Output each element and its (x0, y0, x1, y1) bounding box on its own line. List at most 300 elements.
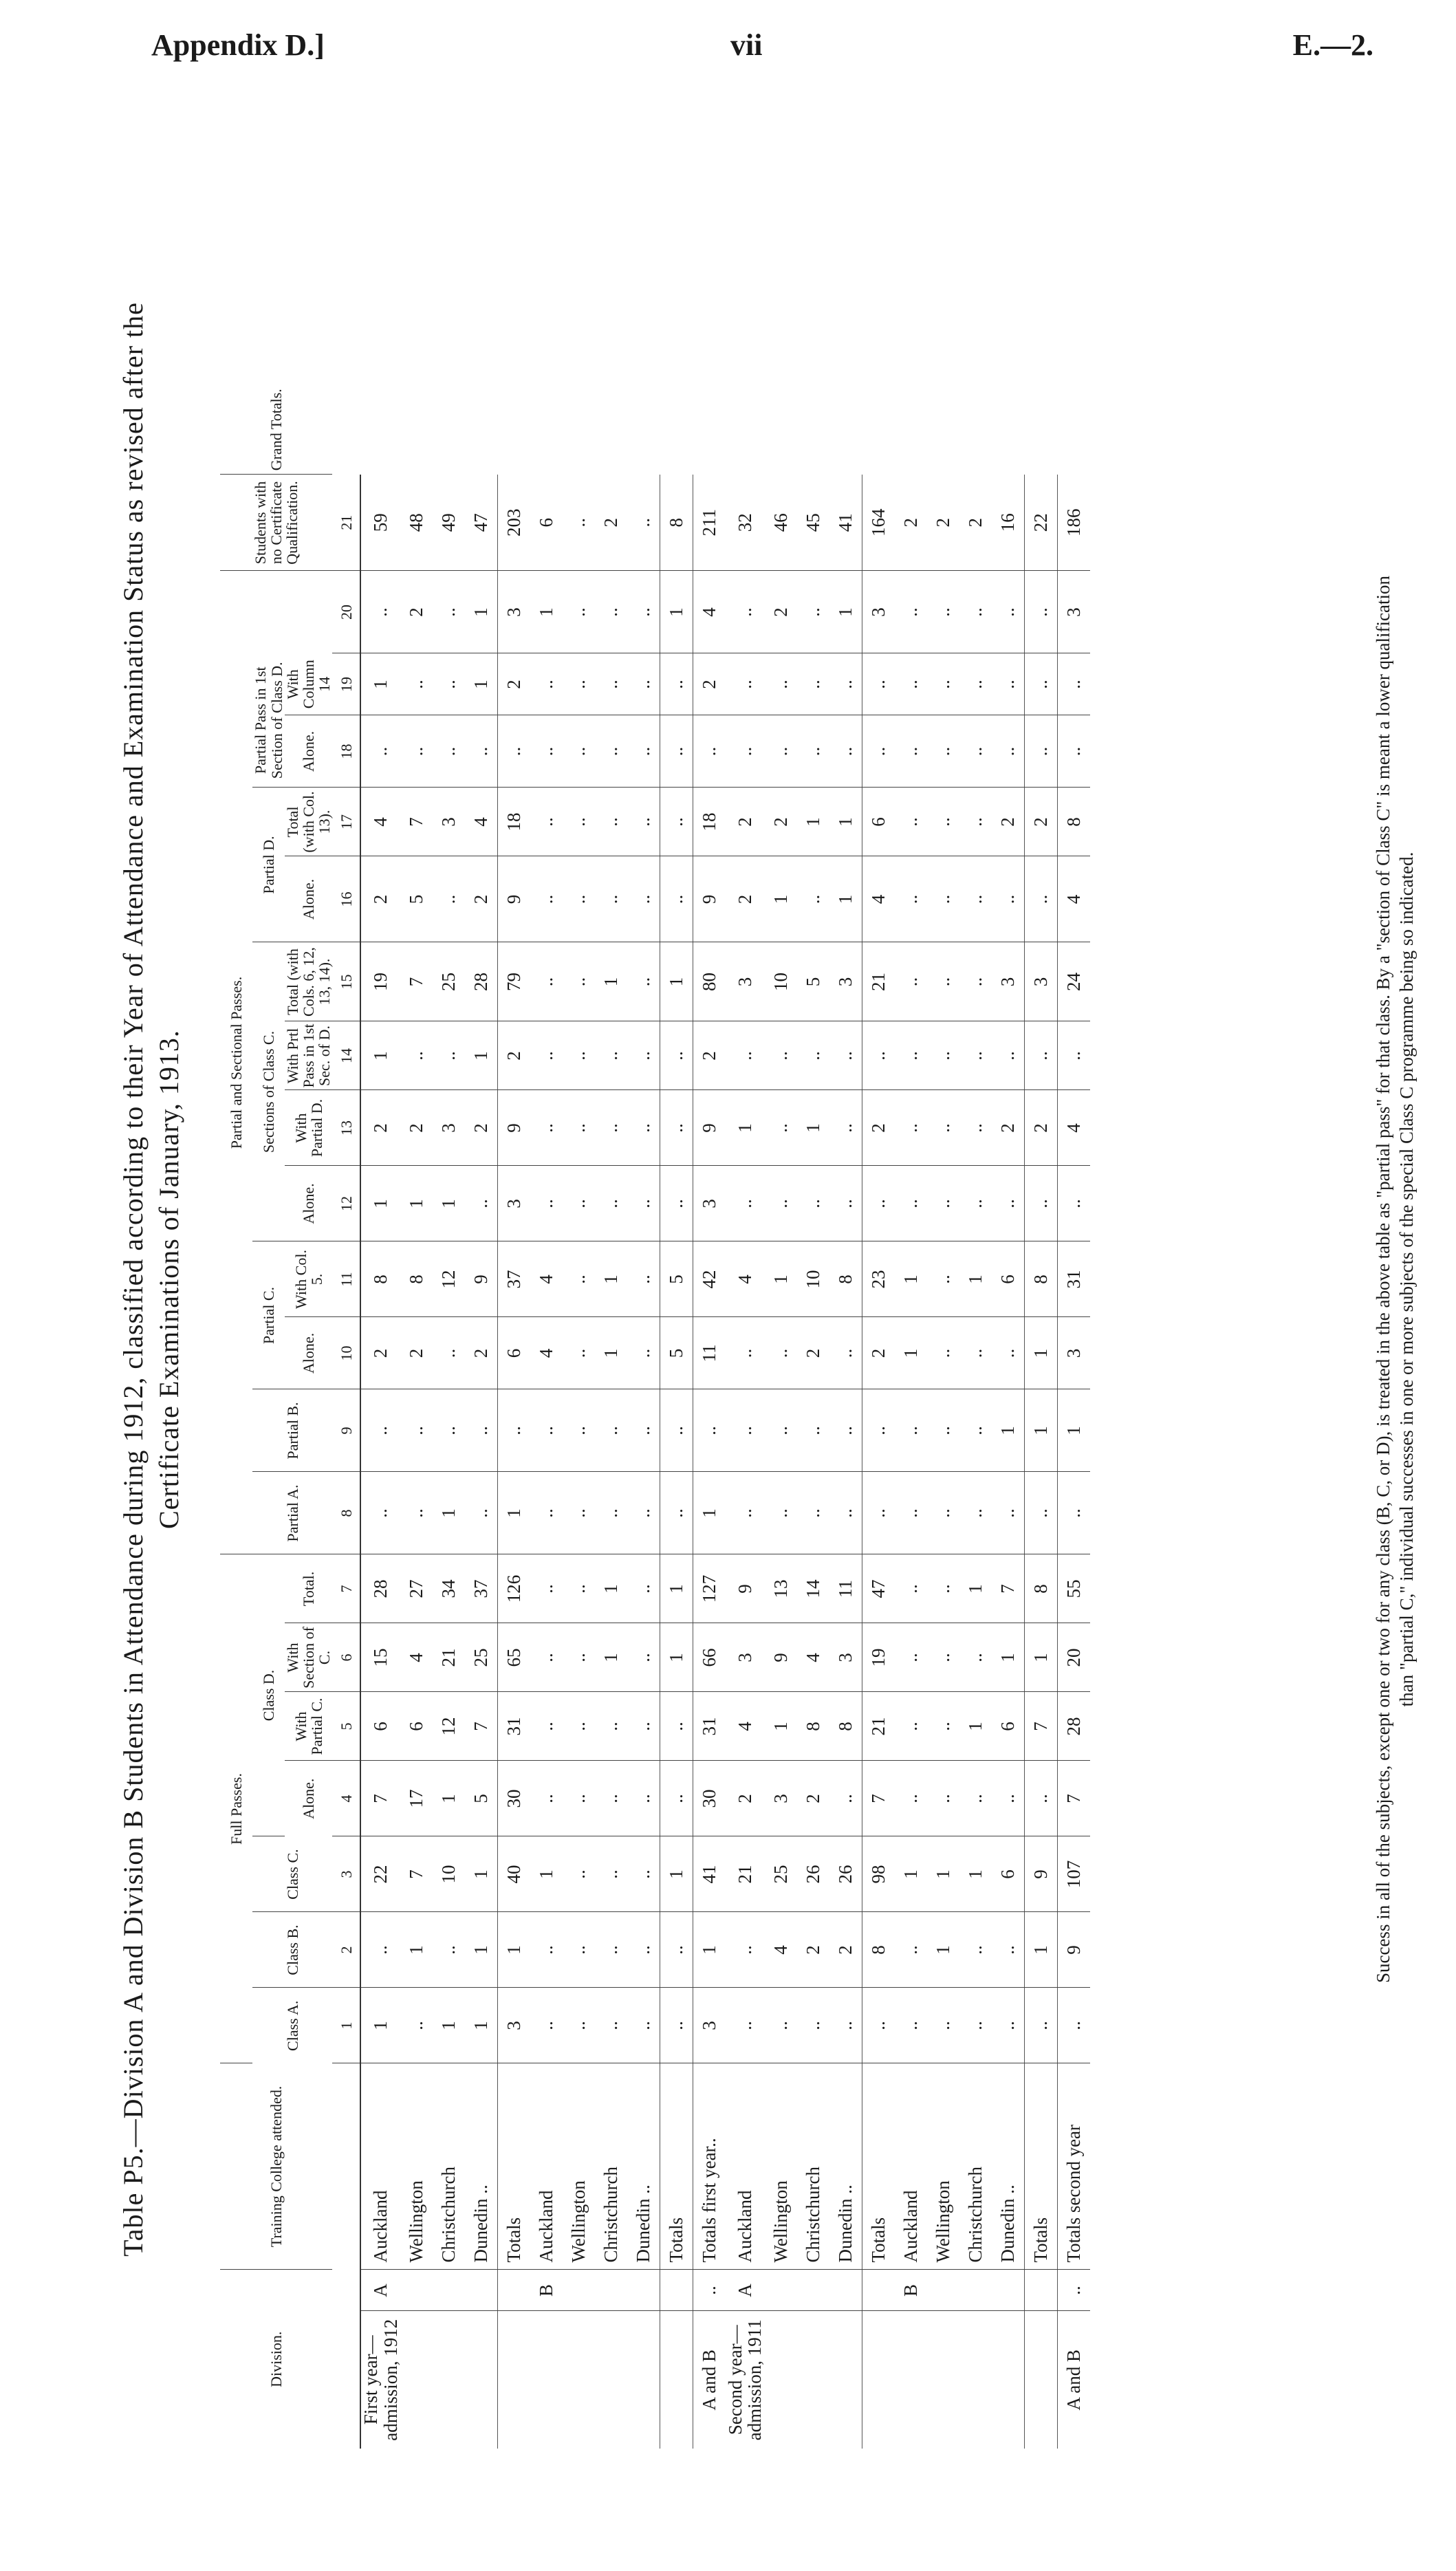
value-cell: 5 (660, 1241, 693, 1317)
grand-totals-header: Grand Totals. (220, 385, 332, 475)
college-cell: Christchurch (959, 2063, 992, 2270)
value-cell: .. (1024, 856, 1057, 942)
d-alone-header: Alone. (300, 1778, 318, 1819)
value-cell: .. (400, 1021, 433, 1090)
value-cell: 1 (360, 1021, 400, 1090)
value-cell: 2 (726, 1761, 765, 1836)
value-cell: 25 (433, 942, 465, 1021)
value-cell: 1 (497, 1912, 530, 1988)
table-row (927, 385, 959, 2449)
value-cell: 79 (497, 942, 530, 1021)
value-cell: 1 (1024, 1623, 1057, 1692)
value-cell: 4 (360, 788, 400, 856)
value-cell: 9 (726, 1554, 765, 1623)
college-cell: Dunedin .. (992, 2063, 1025, 2270)
value-cell: .. (927, 1241, 959, 1317)
totals-row (1057, 385, 1090, 2449)
footnote-line-2: than "partial C," individual successes in one or more subjects of the special Class C programme being so indicated. (1395, 851, 1417, 1707)
value-cell: 1 (595, 1623, 627, 1692)
value-cell: .. (400, 653, 433, 715)
value-cell: .. (400, 715, 433, 788)
value-cell: 46 (765, 475, 797, 571)
value-cell: 66 (693, 1623, 726, 1692)
value-cell: .. (465, 1472, 498, 1554)
value-cell: .. (465, 715, 498, 788)
value-cell: 3 (862, 571, 895, 653)
value-cell: 126 (497, 1554, 530, 1623)
value-cell: .. (660, 1090, 693, 1166)
value-cell: 3 (497, 1988, 530, 2063)
value-cell: .. (992, 1166, 1025, 1241)
value-cell: .. (563, 1090, 595, 1166)
column-number: 13 (332, 1090, 360, 1166)
value-cell: 2 (765, 571, 797, 653)
value-cell: .. (927, 1692, 959, 1761)
value-cell: 4 (726, 1692, 765, 1761)
partial-a-header: Partial A. (252, 1472, 332, 1554)
value-cell: .. (765, 1166, 797, 1241)
value-cell: .. (627, 1912, 660, 1988)
division-cell (927, 2311, 959, 2449)
value-cell: .. (433, 1912, 465, 1988)
value-cell: 7 (1024, 1692, 1057, 1761)
value-cell: 5 (400, 856, 433, 942)
value-cell: .. (660, 1389, 693, 1472)
value-cell: 28 (1057, 1692, 1090, 1761)
value-cell: 1 (1057, 1389, 1090, 1472)
value-cell: .. (627, 788, 660, 856)
value-cell: 3 (693, 1166, 726, 1241)
value-cell: 2 (829, 1912, 862, 1988)
value-cell: 1 (465, 1836, 498, 1912)
value-cell: .. (693, 1389, 726, 1472)
value-cell: 1 (465, 1912, 498, 1988)
value-cell: .. (563, 571, 595, 653)
value-cell: 1 (360, 1988, 400, 2063)
value-cell: 6 (400, 1692, 433, 1761)
value-cell: .. (927, 1021, 959, 1090)
table-row (433, 385, 465, 2449)
value-cell: 1 (530, 1836, 563, 1912)
value-cell: .. (959, 1472, 992, 1554)
value-cell: .. (360, 715, 400, 788)
value-cell: .. (595, 1912, 627, 1988)
value-cell: .. (765, 1317, 797, 1389)
college-cell: Christchurch (433, 2063, 465, 2270)
value-cell: 1 (959, 1836, 992, 1912)
value-cell: .. (530, 1988, 563, 2063)
column-number: 21 (332, 475, 360, 571)
value-cell: .. (797, 571, 829, 653)
value-cell: 9 (693, 856, 726, 942)
value-cell: 2 (959, 475, 992, 571)
value-cell: .. (400, 1472, 433, 1554)
value-cell: .. (433, 571, 465, 653)
value-cell: 2 (400, 1317, 433, 1389)
value-cell: 1 (497, 1472, 530, 1554)
value-cell: 3 (1057, 1317, 1090, 1389)
subdivision-cell (1024, 2270, 1057, 2311)
sc-total-header: Total (with Cols. 6, 12, 13, 14). (285, 942, 332, 1021)
value-cell: .. (563, 1988, 595, 2063)
document-code: E.—2. (1292, 28, 1373, 62)
column-number: 9 (332, 1389, 360, 1472)
value-cell: 2 (765, 788, 797, 856)
value-cell: 3 (992, 942, 1025, 1021)
column-number: 8 (332, 1472, 360, 1554)
college-cell: Auckland (726, 2063, 765, 2270)
value-cell: .. (530, 1623, 563, 1692)
table-row (465, 385, 498, 2449)
value-cell: .. (627, 1988, 660, 2063)
value-cell: 25 (465, 1623, 498, 1692)
value-cell: .. (726, 653, 765, 715)
pp1-header: Partial Pass in 1st Section of Class D. (252, 653, 285, 788)
value-cell: .. (595, 1021, 627, 1090)
value-cell: .. (530, 715, 563, 788)
value-cell: .. (765, 653, 797, 715)
value-cell: 7 (862, 1761, 895, 1836)
subdivision-cell (465, 2270, 498, 2311)
value-cell: .. (829, 1317, 862, 1389)
value-cell: .. (765, 1988, 797, 2063)
value-cell: .. (829, 1021, 862, 1090)
value-cell: 2 (693, 1021, 726, 1090)
value-cell: .. (530, 653, 563, 715)
value-cell: .. (627, 1554, 660, 1623)
college-cell: Totals (862, 2063, 895, 2270)
division-cell (465, 2311, 498, 2449)
value-cell: 2 (595, 475, 627, 571)
value-cell: .. (627, 1241, 660, 1317)
value-cell: .. (595, 715, 627, 788)
value-cell: 2 (726, 856, 765, 942)
value-cell: .. (829, 1988, 862, 2063)
value-cell: .. (927, 1623, 959, 1692)
value-cell: 2 (927, 475, 959, 571)
value-cell: 4 (1057, 1090, 1090, 1166)
value-cell: 27 (400, 1554, 433, 1623)
value-cell: .. (895, 1623, 927, 1692)
value-cell: 1 (959, 1692, 992, 1761)
division-cell (497, 2311, 530, 2449)
value-cell: 8 (1024, 1554, 1057, 1623)
value-cell: 1 (1024, 1912, 1057, 1988)
value-cell: .. (627, 1623, 660, 1692)
value-cell: .. (660, 1988, 693, 2063)
value-cell: .. (1057, 1472, 1090, 1554)
value-cell: .. (992, 1988, 1025, 2063)
column-number: 19 (332, 653, 360, 715)
value-cell: .. (992, 1317, 1025, 1389)
value-cell: .. (595, 1389, 627, 1472)
totals-row (1024, 385, 1057, 2449)
value-cell: 40 (497, 1836, 530, 1912)
college-cell: Totals (497, 2063, 530, 2270)
value-cell: 1 (927, 1836, 959, 1912)
value-cell: 2 (693, 653, 726, 715)
value-cell: .. (497, 1389, 530, 1472)
college-cell: Totals second year (1057, 2063, 1090, 2270)
column-number: 15 (332, 942, 360, 1021)
value-cell: 1 (433, 1166, 465, 1241)
value-cell: .. (563, 1912, 595, 1988)
value-cell: .. (563, 1836, 595, 1912)
subdivision-cell: B (895, 2270, 927, 2311)
value-cell: .. (465, 1166, 498, 1241)
value-cell: 1 (595, 1554, 627, 1623)
table-row (563, 385, 595, 2449)
value-cell: 26 (829, 1836, 862, 1912)
value-cell: .. (895, 653, 927, 715)
value-cell: 1 (660, 1554, 693, 1623)
value-cell: 2 (1024, 1090, 1057, 1166)
college-cell: Auckland (530, 2063, 563, 2270)
value-cell: 26 (797, 1836, 829, 1912)
value-cell: 15 (360, 1623, 400, 1692)
value-cell: 12 (433, 1692, 465, 1761)
value-cell: 3 (1024, 942, 1057, 1021)
value-cell: 2 (497, 1021, 530, 1090)
value-cell: 37 (465, 1554, 498, 1623)
value-cell: 1 (465, 571, 498, 653)
value-cell: .. (797, 1166, 829, 1241)
value-cell: 6 (992, 1836, 1025, 1912)
value-cell: 1 (400, 1166, 433, 1241)
value-cell: 1 (797, 1090, 829, 1166)
value-cell: 11 (829, 1554, 862, 1623)
value-cell: .. (829, 653, 862, 715)
value-cell: 1 (765, 1241, 797, 1317)
d-with-partial-c-header: With Partial C. (285, 1692, 332, 1761)
subdivision-cell: B (530, 2270, 563, 2311)
value-cell: 1 (693, 1472, 726, 1554)
value-cell: 1 (465, 653, 498, 715)
value-cell: .. (927, 1166, 959, 1241)
value-cell: 4 (465, 788, 498, 856)
value-cell: 1 (829, 571, 862, 653)
value-cell: .. (895, 1912, 927, 1988)
value-cell: 9 (765, 1623, 797, 1692)
value-cell: 3 (497, 1166, 530, 1241)
value-cell: 12 (433, 1241, 465, 1317)
value-cell: .. (595, 1692, 627, 1761)
value-cell: .. (627, 1761, 660, 1836)
value-cell: .. (660, 1912, 693, 1988)
value-cell: 8 (1024, 1241, 1057, 1317)
value-cell: .. (595, 1472, 627, 1554)
value-cell: .. (627, 1836, 660, 1912)
value-cell: .. (660, 1692, 693, 1761)
division-cell: Second year—admission, 1911 (724, 2319, 765, 2441)
value-cell: .. (797, 856, 829, 942)
value-cell: .. (726, 1166, 765, 1241)
division-cell: First year—admission, 1912 (360, 2319, 401, 2441)
value-cell: .. (627, 1021, 660, 1090)
division-cell (992, 2311, 1025, 2449)
value-cell: .. (563, 942, 595, 1021)
value-cell: 80 (693, 942, 726, 1021)
value-cell: .. (895, 1389, 927, 1472)
subdivision-cell: A (726, 2270, 765, 2311)
value-cell: .. (829, 1389, 862, 1472)
subdivision-cell (992, 2270, 1025, 2311)
value-cell: 1 (895, 1836, 927, 1912)
value-cell: .. (992, 715, 1025, 788)
division-cell (765, 2311, 797, 2449)
value-cell: .. (627, 1692, 660, 1761)
value-cell: 1 (797, 788, 829, 856)
value-cell: 9 (1024, 1836, 1057, 1912)
value-cell: .. (530, 1472, 563, 1554)
value-cell: 2 (797, 1317, 829, 1389)
value-cell: 1 (765, 856, 797, 942)
value-cell: .. (627, 1317, 660, 1389)
value-cell: 1 (895, 1317, 927, 1389)
value-cell: 31 (693, 1692, 726, 1761)
college-cell: Totals (1024, 2063, 1057, 2270)
college-cell: Wellington (765, 2063, 797, 2270)
division-cell (530, 2311, 563, 2449)
totals-row (497, 385, 530, 2449)
value-cell: 2 (895, 475, 927, 571)
value-cell: 4 (726, 1241, 765, 1317)
totals-row (862, 385, 895, 2449)
value-cell: 8 (862, 1912, 895, 1988)
value-cell: 2 (465, 1317, 498, 1389)
value-cell: .. (360, 1472, 400, 1554)
value-cell: 1 (433, 1472, 465, 1554)
subdivision-cell (497, 2270, 530, 2311)
table-row (765, 385, 797, 2449)
value-cell: .. (400, 1389, 433, 1472)
value-cell: 7 (1057, 1761, 1090, 1836)
value-cell: 21 (862, 942, 895, 1021)
value-cell: .. (959, 1166, 992, 1241)
college-cell: Totals (660, 2063, 693, 2270)
value-cell: 3 (433, 1090, 465, 1166)
value-cell: .. (1057, 715, 1090, 788)
value-cell: 2 (497, 653, 530, 715)
value-cell: .. (595, 1761, 627, 1836)
value-cell: 1 (959, 1554, 992, 1623)
value-cell: 5 (660, 1317, 693, 1389)
value-cell: 1 (1024, 1317, 1057, 1389)
value-cell: .. (660, 856, 693, 942)
value-cell: .. (497, 715, 530, 788)
table-row (627, 385, 660, 2449)
subdivision-cell (595, 2270, 627, 2311)
subdivision-cell (927, 2270, 959, 2311)
subdivision-cell (862, 2270, 895, 2311)
value-cell: .. (992, 1021, 1025, 1090)
column-number: 12 (332, 1166, 360, 1241)
value-cell: 22 (1024, 475, 1057, 571)
table-row (797, 385, 829, 2449)
value-cell: 1 (693, 1912, 726, 1988)
value-cell: .. (992, 1472, 1025, 1554)
value-cell: .. (829, 1166, 862, 1241)
subdivision-cell (433, 2270, 465, 2311)
value-cell: .. (927, 1317, 959, 1389)
value-cell: 1 (992, 1389, 1025, 1472)
value-cell: .. (895, 1166, 927, 1241)
value-cell: 6 (530, 475, 563, 571)
value-cell: 1 (726, 1090, 765, 1166)
value-cell: .. (563, 1021, 595, 1090)
value-cell: .. (959, 1623, 992, 1692)
value-cell: 3 (693, 1988, 726, 2063)
value-cell: .. (862, 1988, 895, 2063)
value-cell: 16 (992, 475, 1025, 571)
value-cell: 6 (497, 1317, 530, 1389)
value-cell: 2 (992, 788, 1025, 856)
value-cell: 4 (400, 1623, 433, 1692)
class-b-header: Class B. (252, 1912, 332, 1988)
rotated-table-sheet (117, 89, 1456, 2449)
college-cell: Christchurch (595, 2063, 627, 2270)
division-cell (563, 2311, 595, 2449)
value-cell: 1 (595, 1241, 627, 1317)
value-cell: .. (959, 788, 992, 856)
value-cell: 1 (660, 1623, 693, 1692)
value-cell: .. (927, 1554, 959, 1623)
division-cell (627, 2311, 660, 2449)
value-cell: .. (660, 1761, 693, 1836)
value-cell: .. (1024, 1166, 1057, 1241)
value-cell: .. (530, 1389, 563, 1472)
value-cell: 211 (693, 475, 726, 571)
pd-total-header: Total (with Col. 13). (285, 788, 332, 856)
value-cell: .. (660, 653, 693, 715)
value-cell: 4 (530, 1241, 563, 1317)
value-cell: 30 (693, 1761, 726, 1836)
pd-alone-header: Alone. (285, 856, 332, 942)
value-cell: .. (563, 856, 595, 942)
value-cell: 3 (765, 1761, 797, 1836)
class-d-header: Class D. (252, 1554, 285, 1836)
value-cell: .. (829, 1090, 862, 1166)
value-cell: .. (530, 1554, 563, 1623)
partial-b-header: Partial B. (252, 1389, 332, 1472)
partial-sectional-header: Partial and Sectional Passes. (220, 571, 252, 1554)
value-cell: .. (627, 856, 660, 942)
value-cell: 98 (862, 1836, 895, 1912)
sc-alone-header: Alone. (285, 1166, 332, 1241)
value-cell: 2 (400, 1090, 433, 1166)
value-cell: 24 (1057, 942, 1090, 1021)
value-cell: .. (660, 1472, 693, 1554)
column-number: 3 (332, 1836, 360, 1912)
college-cell: Totals first year.. (693, 2063, 726, 2270)
value-cell: .. (530, 788, 563, 856)
division-cell (595, 2311, 627, 2449)
value-cell: .. (530, 1166, 563, 1241)
attendance-table (220, 385, 1090, 2449)
value-cell: .. (433, 1389, 465, 1472)
value-cell: 1 (433, 1761, 465, 1836)
value-cell: .. (927, 1090, 959, 1166)
division-header: Division. (268, 2331, 285, 2387)
subdivision-cell (563, 2270, 595, 2311)
value-cell: .. (595, 856, 627, 942)
totals-row (660, 385, 693, 2449)
value-cell: 3 (829, 942, 862, 1021)
division-cell (895, 2311, 927, 2449)
value-cell: .. (627, 653, 660, 715)
value-cell: 13 (765, 1554, 797, 1623)
table-row (959, 385, 992, 2449)
